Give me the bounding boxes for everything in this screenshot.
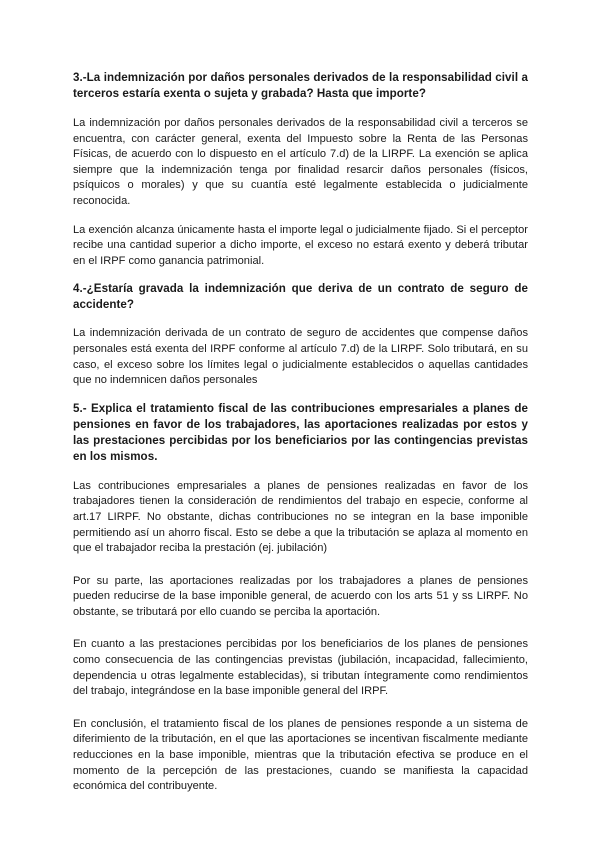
question-5: [73, 401, 528, 795]
answer-paragraph: Las contribuciones empresariales a planes de pensiones realizadas en favor de los trabajadores tienen la consideración de rendimientos del trabajo en especie, conforme al art.17 LIRPF. No obstante, dichas contribuciones no se integran en la base imponible permitiendo así un ahorro fiscal. Esto se debe a que la tributación se aplaza al momento en que el trabajador reciba la prestación (ej. jubilación): [73, 479, 528, 555]
answer-paragraph: En cuanto a las prestaciones percibidas por los beneficiarios de los planes de pensiones como consecuencia de las contingencias previstas (jubilación, incapacidad, fallecimiento, dependencia u otras legalmente establecidas), si tributan íntegramente como rendimientos del trabajo, integrándose en la base imponible general del IRPF.: [73, 638, 528, 698]
question-title: 5.- Explica el tratamiento fiscal de las contribuciones empresariales a planes de pensiones en favor de los trabajadores, las aportaciones realizadas por estos y las prestaciones percibidas por los beneficiarios por las contingencias previstas en los mismos.: [73, 401, 528, 463]
document-body: [73, 70, 528, 795]
question-title: 4.-¿Estaría gravada la indemnización que deriva de un contrato de seguro de accidente?: [73, 282, 528, 312]
answer-paragraph: La indemnización por daños personales derivados de la responsabilidad civil a terceros se encuentra, con carácter general, exenta del Impuesto sobre la Renta de las Personas Físicas, de acuerdo con lo dispuesto en el artículo 7.d) de la LIRPF. La exención se aplica siempre que la indemnización tenga por finalidad resarcir daños personales (físicos, psíquicos o morales) y que su cuantía esté legalmente establecida o judicialmente reconocida.: [73, 117, 528, 207]
answer-paragraph: En conclusión, el tratamiento fiscal de los planes de pensiones responde a un sistema de diferimiento de la tributación, en el que las aportaciones se incentivan fiscalmente mediante reducciones en la base imponible, mientras que la tributación efectiva se produce en el momento de la percepción de las prestaciones, cuando se manifiesta la capacidad económica del contribuyente.: [73, 717, 528, 793]
question-4: [73, 281, 528, 388]
answer-paragraph: Por su parte, las aportaciones realizadas por los trabajadores a planes de pensiones pueden reducirse de la base imponible general, de acuerdo con los arts 51 y ss LIRPF. No obstante, se tributará por ello cuando se perciba la aportación.: [73, 574, 528, 618]
question-title: 3.-La indemnización por daños personales derivados de la responsabilidad civil a terceros estaría exenta o sujeta y grabada? Hasta que importe?: [73, 71, 528, 100]
answer-paragraph: La indemnización derivada de un contrato de seguro de accidentes que compense daños personales está exenta del IRPF conforme al artículo 7.d) de la LIRPF. Solo tributará, en su caso, el exceso sobre los límites legal o judicialmente establecidos o aquellas cantidades que no indemnicen daños personales: [73, 327, 528, 387]
question-3: [73, 70, 528, 269]
answer-paragraph: La exención alcanza únicamente hasta el importe legal o judicialmente fijado. Si el perceptor recibe una cantidad superior a dicho importe, el exceso no estará exento y deberá tributar en el IRPF como ganancia patrimonial.: [73, 223, 528, 267]
